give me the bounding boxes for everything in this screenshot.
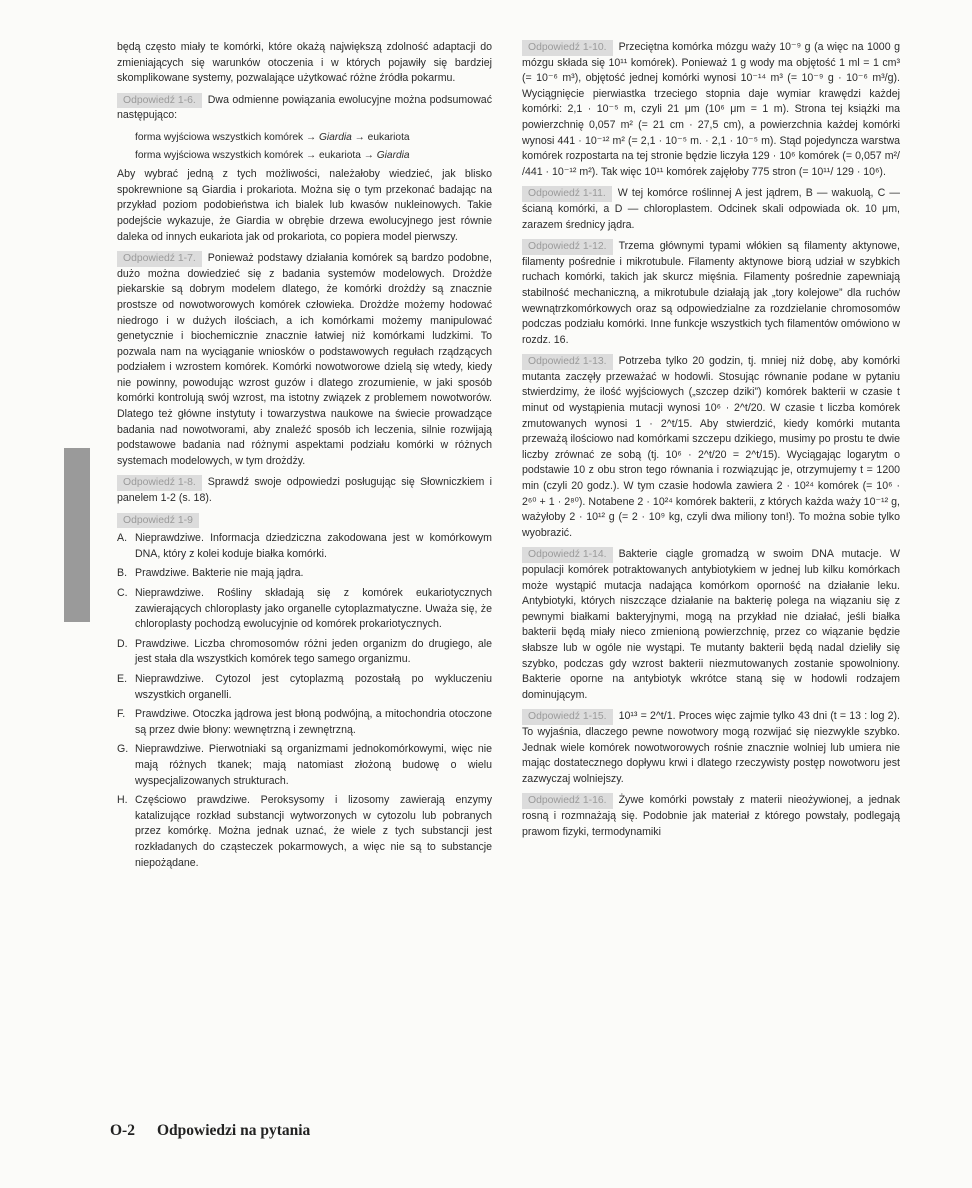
list-item: B. Prawdziwe. Bakterie nie mają jądra. <box>117 567 304 580</box>
answer-label: Odpowiedź 1-6. <box>117 93 202 109</box>
list-item: F. Prawdziwe. Otoczka jądrowa jest błoną podwójną, a mitochondria otoczone są przez dwie błony: wewnętrzną i zewnętrzną. <box>117 708 492 736</box>
list-item: D. Prawdziwe. Liczba chromosomów różni jeden organizm do drugiego, ale jest stała dla wszystkich komórek tego samego organizmu. <box>117 637 492 666</box>
section-title: Odpowiedzi na pytania <box>156 1122 311 1139</box>
answer-text: Dwa odmienne powiązania ewolucyjne można podsumować następująco: <box>117 93 492 122</box>
answer-1-10 <box>522 40 900 180</box>
answer-label: Odpowiedź 1-16. <box>522 793 613 809</box>
list-item: G. Nieprawdziwe. Pierwotniaki są organizmami jednokomórkowymi, więc nie mają różnych tkanek; mają natomiast złożoną budowę o wielu wyspecjalizowanych strukturach. <box>117 743 492 787</box>
intro-continuation: będą często miały te komórki, które okażą największą zdolność adaptacji do zmieniających się warunków otoczenia i w których pojawiły się bardziej skomplikowane systemy, pozwalające użytkować różne źródła pokarmu. <box>117 41 492 85</box>
page-footer <box>110 1122 310 1140</box>
answer-label: Odpowiedź 1-7. <box>117 251 202 267</box>
answer-1-12 <box>522 239 900 348</box>
answer-text: Sprawdź swoje odpowiedzi posługując się Słowniczkiem i panelem 1-2 (s. 18). <box>117 476 492 505</box>
answer-label: Odpowiedź 1-10. <box>522 40 613 56</box>
right-column <box>522 40 900 846</box>
answer-text: Przeciętna komórka mózgu waży 10⁻⁹ g (a więc na 1000 g mózgu składa się 10¹¹ komórek). Ponieważ 1 g wody ma objętość 1 ml = 1 cm³ (= 10⁻⁶ m³), objętość jednej komórki wynosi 10⁻¹⁴ m³ (= 10⁻⁹ g · 10⁻⁶ m³/g). Wyciągnięcie pierwiastka trzeciego stopnia daje wymiar krawędzi każdej komórki: 2,1 · 10⁻⁵ m, czyli 21 μm (10⁶ μm = 1 m). Strona tej książki ma powierzchnię 0,057 m² (= 21 cm · 27,5 cm), a powierzchnia każdej komórki wynosi 441 · 10⁻¹² m² (= 2,1 · 10⁻⁵ m. · 2,1 · 10⁻⁵ m). Stąd pojedyncza warstwa komórek rozpostarta na tej stronie będzie liczyła 129 · 10⁶ komórek (= 0,057 m²/ /441 · 10⁻¹² m²). Tak więc 10¹¹ komórek zajęłoby 775 stron (= 10¹¹/ 129 · 10⁶). <box>522 41 900 178</box>
true-false-list <box>117 531 492 871</box>
answer-1-7 <box>117 251 492 469</box>
answer-1-6 <box>117 93 492 245</box>
left-column <box>117 40 492 875</box>
answer-1-8 <box>117 475 492 506</box>
list-item: A. Nieprawdziwe. Informacja dziedziczna zakodowana jest w komórkowym DNA, który z kolei koduje białka komórki. <box>117 532 492 560</box>
answer-1-15 <box>522 709 900 787</box>
answer-1-13 <box>522 354 900 541</box>
answer-1-16 <box>522 793 900 840</box>
answer-1-14 <box>522 547 900 703</box>
answer-label: Odpowiedź 1-8. <box>117 475 202 491</box>
list-item: C. Nieprawdziwe. Rośliny składają się z komórek eukariotycznych zawierających chloroplasty jako organelle cytoplazmatyczne. Uważa się, że chloroplasty pochodzą ewolucyjnie od komórek prokariotycznych. <box>117 587 492 631</box>
answer-text: Potrzeba tylko 20 godzin, tj. mniej niż dobę, aby komórki mutanta zaczęły przeważać w hodowli. Stosując równanie podane w pytaniu stwierdzimy, że ilość wyjściowych („szczep dziki”) komórek bakterii w czasie t minut od wystąpienia mutacji wynosi 10⁶ · 2^t/20. W czasie t liczba komórek zmutowanych wynosi 1 · 2^t/15. Aby stwierdzić, kiedy komórki mutanta przeważą ilościowo nad komórkami szczepu dzikiego, musimy po prostu te dwie liczby zrównać ze sobą (tj. 10⁶ · 2^t/20 = 2^t/15). Wyciągając logarytm o podstawie 10 z obu stron tego równania i rozwiązując je, otrzymujemy t = 1200 min (czyli 20 godz.). W tym czasie hodowla zawiera 2 · 10²⁴ komórek (= 10⁶ · 2⁶⁰ + 1 · 2⁸⁰). Notabene 2 · 10²⁴ komórek bakterii, z których każda waży 10⁻¹² g, ważyłoby 2 · 10¹² g (= 2 · 10⁹ kg, czyli dwa miliony ton!). To można sobie tylko wyobrazić. <box>522 355 900 539</box>
answer-text: Żywe komórki powstały z materii nieożywionej, a jednak rosną i rozmnażają się. Podobnie jak materiał z którego powstały, podlegają prawom fizyki, termodynamiki <box>522 794 900 838</box>
chapter-thumb-tab <box>64 448 90 622</box>
answer-label: Odpowiedź 1-11. <box>522 186 612 202</box>
formula-2: forma wyjściowa wszystkich komórek → eukariota → Giardia <box>135 149 410 161</box>
answer-text: Bakterie ciągle gromadzą w swoim DNA mutacje. W populacji komórek potraktowanych antybiotykiem w jednej lub kilku komórkach może wystąpić mutacja nadająca komórkom oporność na działanie leku. Antybiotyki, których niszczące działanie na bakterię polega na wiązaniu się z pewnymi białkami bakteryjnymi, mogą na przykład nie działać, jeśli białka bakterii będą miały nieco zmienioną powierzchnię, przez co wiązanie będzie słabsze lub w ogóle nie wystąpi. Te mutanty bakterii będą nadal dzieliły się szybko, podczas gdy wzrost bakterii niezmutowanych zostanie spowolniony. Bakterie oporne na antybiotyk wkrótce staną się w hodowli rodzajem dominującym. <box>522 548 900 701</box>
answer-1-9 <box>117 513 492 871</box>
answer-text: 10¹³ = 2^t/1. Proces więc zajmie tylko 43 dni (t = 13 : log 2). To wyjaśnia, dlaczego pewne nowotwory mogą rozwijać się niezwykle szybko. Jednak wiele komórek nowotworowych rośnie znacznie wolniej lub umiera nie mając dostatecznego dopływu krwi i dlatego rzeczywisty postęp nowotworu jest zazwyczaj wolniejszy. <box>522 710 900 785</box>
answer-text: Ponieważ podstawy działania komórek są bardzo podobne, dużo można dowiedzieć się z badania systemów modelowych. Drożdże piekarskie są dobrym modelem dlatego, że komórki drożdży są znacznie prostsze od nowotworowych komórek człowieka. Drożdże możemy hodować niedrogo i w dużych ilościach, a ich komórkami możemy manipulować genetycznie i biochemicznie znacznie łatwiej niż komórkami ludzkimi. To pozwala nam na wyciąganie wniosków o podstawowych regułach rządzących podziałem i wzrostem komórek. Komórki nowotworowe dzielą się wtedy, kiedy nie powinny, powodując wzrost guzów i dlatego zrozumienie, w jaki sposób komórki kontrolują swój wzrost, ma istotny związek z problemem nowotworów. Dlatego też główne instytuty i towarzystwa naukowe na świecie prowadzące badania nad nowotworami, aby znaleźć sposób ich leczenia, silnie rozwijają podstawowe badania nad różnymi aspektami podziału komórki w różnych systemach modelowych, w tym drożdży. <box>117 252 492 467</box>
answer-label: Odpowiedź 1-13. <box>522 354 613 370</box>
answer-label: Odpowiedź 1-14. <box>522 547 613 563</box>
answer-body: Aby wybrać jedną z tych możliwości, należałoby wiedzieć, jak blisko spokrewnione są Giardia i prokariota. Można się o tym przekonać badając na przykład poziom podobieństwa ich bialek lub kwasów nukleinowych. Takie podejście wykazuje, że Giardia w obrębie drzewa ewolucyjnego jest równie daleka od innych eukariota jak od prokariota, co popiera model pierwszy. <box>117 168 492 243</box>
answer-text: W tej komórce roślinnej A jest jądrem, B — wakuolą, C — ścianą komórki, a D — chloroplastem. Odcinek skali odpowiada ok. 10 μm, zarazem średnicy jądra. <box>522 187 900 231</box>
answer-label: Odpowiedź 1-15. <box>522 709 613 725</box>
page-number: O-2 <box>110 1122 135 1139</box>
answer-text: Trzema głównymi typami włókien są filamenty aktynowe, filamenty pośrednie i mikrotubule. Filamenty aktynowe biorą udział w szybkich ruchach komórki, takich jak skurcz mięśnia. Filamenty pośrednie zapewniają stabilność mechaniczną, a mikrotubule działają jak „tory kolejowe” dla ruchów wewnątrzkomórkowych oraz są odpowiedzialne za rozdzielanie chromosomów podczas podziału komórki. Inne funkcje wszystkich tych filamentów omówiono w rozdz. 16. <box>522 240 900 346</box>
answer-label: Odpowiedź 1-9 <box>117 513 199 529</box>
answer-1-11 <box>522 186 900 233</box>
list-item: H. Częściowo prawdziwe. Peroksysomy i lizosomy zawierają enzymy katalizujące rozkład substancji wytworzonych w cytozolu lub pobranych przez komórkę. Można jednak uznać, że wiele z tych substancji jest rozkładanych do cząsteczek pokarmowych, a więc nie są to substancje niepożądane. <box>117 794 492 869</box>
list-item: E. Nieprawdziwe. Cytozol jest cytoplazmą pozostałą po wykluczeniu wszystkich organelli. <box>117 672 492 701</box>
answer-label: Odpowiedź 1-12. <box>522 239 613 255</box>
formula-1: forma wyjściowa wszystkich komórek → Giardia → eukariota <box>135 131 410 143</box>
